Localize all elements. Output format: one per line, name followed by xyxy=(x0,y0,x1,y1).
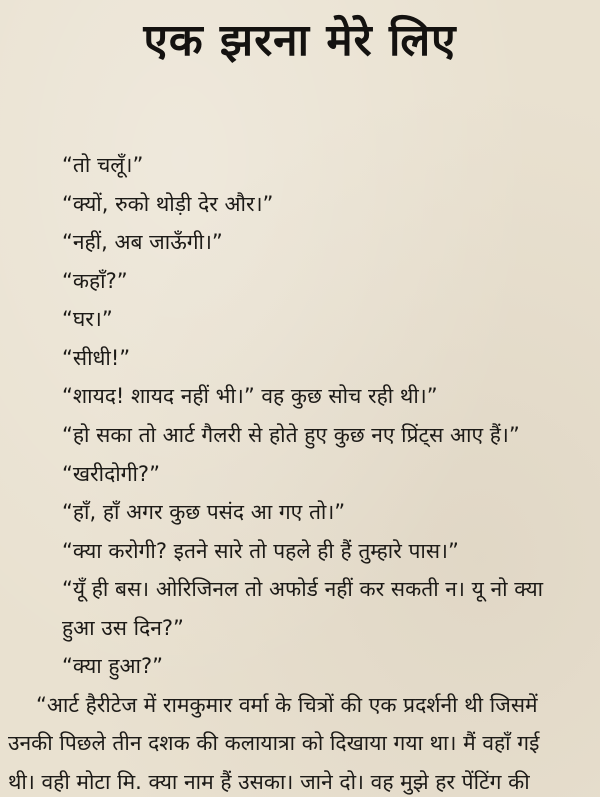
chapter-title: एक झरना मेरे लिए xyxy=(143,15,457,66)
text-line: “शायद! शायद नहीं भी।” वह कुछ सोच रही थी।” xyxy=(62,384,438,408)
text-line: “घर।” xyxy=(62,307,113,331)
text-line: “क्यों, रुको थोड़ी देर और।” xyxy=(62,192,274,216)
text-line: उनकी पिछले तीन दशक की कलायात्रा को दिखाया गया था। मैं वहाँ गई xyxy=(8,731,540,755)
text-line: “कहाँ?” xyxy=(62,269,128,293)
text-line: “सीधी!” xyxy=(62,346,131,370)
text-line: “यूँ ही बस। ओरिजिनल तो अफोर्ड नहीं कर सकती न। यू नो क्या xyxy=(62,577,544,601)
text-line: “क्या हुआ?” xyxy=(62,654,164,678)
text-line: “नहीं, अब जाऊँगी।” xyxy=(62,230,223,254)
text-line: “आर्ट हैरीटेज में रामकुमार वर्मा के चित्रों की एक प्रदर्शनी थी जिसमें xyxy=(36,693,538,717)
text-line: हुआ उस दिन?” xyxy=(62,616,184,640)
text-line: “खरीदोगी?” xyxy=(62,462,160,486)
text-line: “तो चलूँ।” xyxy=(62,153,144,177)
text-line: “क्या करोगी? इतने सारे तो पहले ही हैं तुम्हारे पास।” xyxy=(62,539,459,563)
text-line: “हो सका तो आर्ट गैलरी से होते हुए कुछ नए प्रिंट्स आए हैं।” xyxy=(62,423,520,447)
text-line: थी। वही मोटा मि. क्या नाम हैं उसका। जाने दो। वह मुझे हर पेंटिंग की xyxy=(8,770,530,794)
text-line: “हाँ, हाँ अगर कुछ पसंद आ गए तो।” xyxy=(62,500,346,524)
